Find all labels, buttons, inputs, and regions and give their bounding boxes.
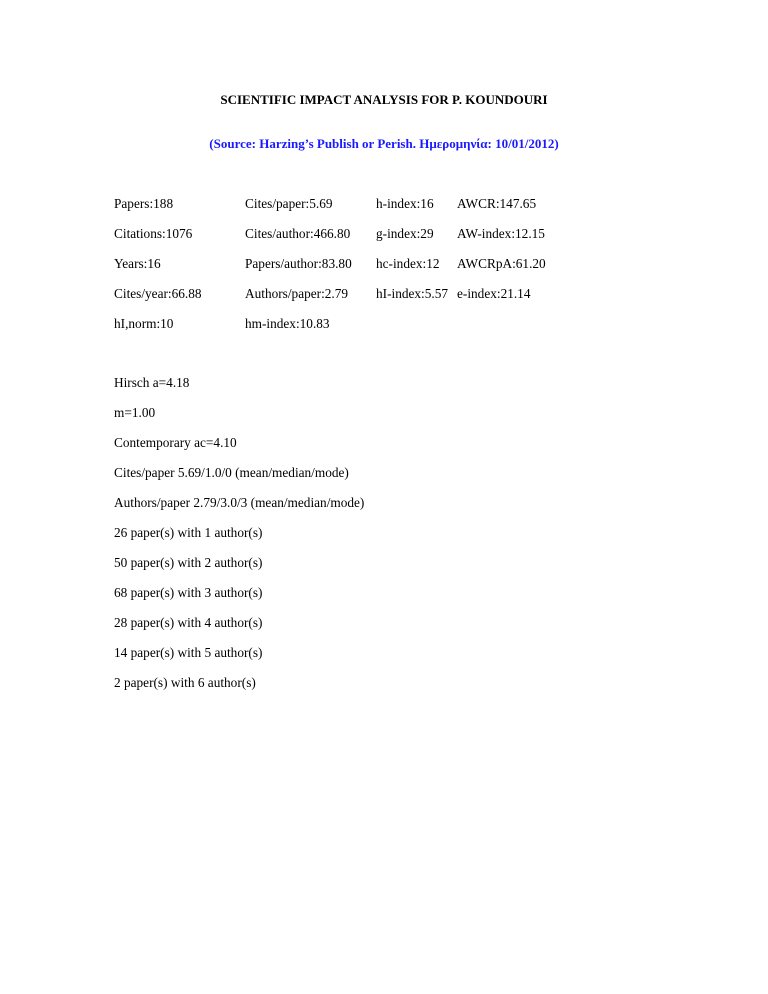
metric: Citations:1076 bbox=[114, 226, 193, 241]
metric: hc-index:12 bbox=[376, 256, 440, 271]
detail-line: 50 paper(s) with 2 author(s) bbox=[114, 555, 263, 570]
detail-line: 28 paper(s) with 4 author(s) bbox=[114, 615, 263, 630]
metric: Papers/author:83.80 bbox=[245, 256, 352, 271]
detail-line: 14 paper(s) with 5 author(s) bbox=[114, 645, 263, 660]
detail-line: 2 paper(s) with 6 author(s) bbox=[114, 675, 256, 690]
source-line: (Source: Harzing’s Publish or Perish. Ημερομηνία: 10/01/2012) bbox=[209, 136, 559, 151]
metric: e-index:21.14 bbox=[457, 286, 531, 301]
detail-line: Hirsch a=4.18 bbox=[114, 375, 190, 390]
metric: Years:16 bbox=[114, 256, 161, 271]
metric: AWCRpA:61.20 bbox=[457, 256, 546, 271]
metric: Cites/author:466.80 bbox=[245, 226, 351, 241]
detail-line: 26 paper(s) with 1 author(s) bbox=[114, 525, 263, 540]
metric: hI-index:5.57 bbox=[376, 286, 449, 301]
metric: AWCR:147.65 bbox=[457, 196, 537, 211]
metric: AW-index:12.15 bbox=[457, 226, 545, 241]
metric: h-index:16 bbox=[376, 196, 434, 211]
metric: Cites/paper:5.69 bbox=[245, 196, 333, 211]
detail-line: Cites/paper 5.69/1.0/0 (mean/median/mode) bbox=[114, 465, 349, 480]
detail-line: Authors/paper 2.79/3.0/3 (mean/median/mode) bbox=[114, 495, 365, 510]
metric: g-index:29 bbox=[376, 226, 434, 241]
metric: Papers:188 bbox=[114, 196, 174, 211]
detail-line: 68 paper(s) with 3 author(s) bbox=[114, 585, 263, 600]
document-title: SCIENTIFIC IMPACT ANALYSIS FOR P. KOUNDOURI bbox=[220, 92, 548, 107]
metric: Authors/paper:2.79 bbox=[245, 286, 349, 301]
details-list bbox=[114, 375, 364, 705]
metric: hI,norm:10 bbox=[114, 316, 174, 331]
detail-line: Contemporary ac=4.10 bbox=[114, 435, 237, 450]
metric: Cites/year:66.88 bbox=[114, 286, 202, 301]
metric: hm-index:10.83 bbox=[245, 316, 330, 331]
detail-line: m=1.00 bbox=[114, 405, 156, 420]
